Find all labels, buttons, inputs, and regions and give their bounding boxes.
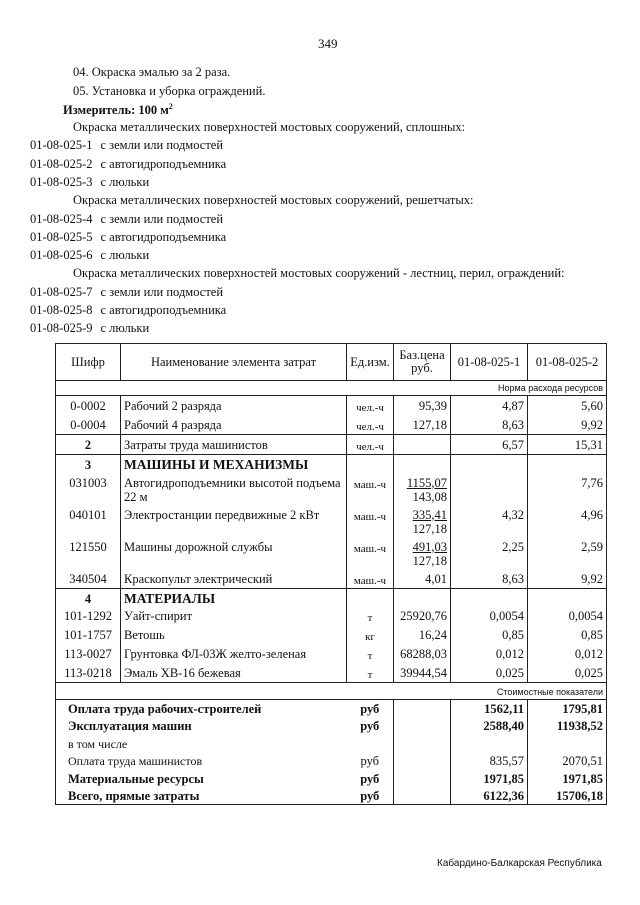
price-value: 68288,03 [400, 647, 447, 661]
row-value-1: 0,012 [451, 644, 528, 663]
row-value-2: 5,60 [528, 396, 607, 416]
price-value: 16,24 [418, 628, 447, 642]
row-value-2: 2,59 [528, 537, 607, 569]
total-value-1: 2588,40 [451, 717, 528, 735]
price-value: 95,39 [418, 399, 447, 413]
row-unit: чел.-ч [347, 415, 394, 435]
row-code: 113-0027 [56, 644, 121, 663]
total-name: Эксплуатация машин [56, 717, 347, 735]
row-value-1: 0,0054 [451, 606, 528, 625]
total-unit [347, 735, 394, 753]
row-value-2: 0,85 [528, 625, 607, 644]
row-value-2: 15,31 [528, 435, 607, 455]
total-price-empty [394, 700, 451, 718]
work-code: 01-08-025-2 [30, 156, 93, 171]
total-value-2: 2070,51 [528, 752, 607, 770]
row-code: 2 [56, 435, 121, 455]
total-value-1 [451, 735, 528, 753]
row-price [394, 455, 451, 473]
row-price [394, 663, 451, 683]
row-code: 4 [56, 588, 121, 606]
total-price-empty [394, 770, 451, 788]
row-unit: маш.-ч [347, 569, 394, 589]
page-number: 349 [318, 36, 338, 51]
row-name: Рабочий 2 разряда [121, 396, 347, 416]
resource-table [55, 343, 607, 805]
row-value-1: 4,87 [451, 396, 528, 416]
work-text: с автогидроподъемника [100, 303, 227, 317]
total-row [56, 717, 607, 735]
work-item [30, 321, 149, 336]
work-text: с автогидроподъемника [100, 156, 227, 171]
row-code: 031003 [56, 473, 121, 505]
row-price [394, 435, 451, 455]
total-price-empty [394, 752, 451, 770]
row-unit: чел.-ч [347, 396, 394, 416]
row-unit: т [347, 644, 394, 663]
row-code: 340504 [56, 569, 121, 589]
price-value: 4,01 [425, 571, 447, 586]
row-value-1: 8,63 [451, 569, 528, 589]
work-code: 01-08-025-8 [30, 303, 93, 317]
row-value-1 [451, 588, 528, 606]
row-name: Рабочий 4 разряда [121, 415, 347, 435]
row-unit: т [347, 606, 394, 625]
total-unit: руб [347, 770, 394, 788]
row-name: Машины дорожной службы [121, 537, 347, 569]
table-row [56, 588, 607, 606]
total-unit: руб [347, 717, 394, 735]
norm-label: Норма расхода ресурсов [56, 381, 607, 396]
total-value-2 [528, 735, 607, 753]
price-value: 127,18 [412, 418, 447, 432]
row-value-2: 0,0054 [528, 606, 607, 625]
total-name: Материальные ресурсы [56, 770, 347, 788]
table-row [56, 473, 607, 505]
row-value-1: 0,025 [451, 663, 528, 683]
row-value-2: 0,012 [528, 644, 607, 663]
row-price [394, 569, 451, 589]
work-text: с люльки [100, 321, 150, 336]
work-text: с автогидроподъемника [100, 229, 227, 244]
header-cell: Шифр [56, 344, 121, 381]
row-unit: т [347, 663, 394, 683]
total-row [56, 770, 607, 788]
total-value-2: 15706,18 [528, 787, 607, 805]
row-price [394, 415, 451, 435]
work-item [30, 285, 223, 300]
row-unit [347, 588, 394, 606]
row-value-1: 4,32 [451, 505, 528, 537]
norm-row [56, 381, 607, 396]
table-row [56, 606, 607, 625]
row-code: 113-0218 [56, 663, 121, 683]
work-code: 01-08-025-7 [30, 284, 93, 299]
table-row [56, 569, 607, 589]
row-unit: маш.-ч [347, 537, 394, 569]
table-row [56, 505, 607, 537]
price-value: 39944,54 [400, 666, 447, 680]
work-item [30, 230, 226, 245]
step-05: 05. Установка и уборка ограждений. [73, 84, 266, 98]
row-unit [347, 455, 394, 473]
row-code: 3 [56, 455, 121, 473]
total-unit: руб [347, 787, 394, 805]
work-code: 01-08-025-5 [30, 229, 93, 244]
row-unit: кг [347, 625, 394, 644]
total-price-empty [394, 735, 451, 753]
row-unit: маш.-ч [347, 473, 394, 505]
group-title: Окраска металлических поверхностей мостовых сооружений, сплошных: [73, 120, 466, 134]
work-item [30, 175, 149, 190]
total-row [56, 700, 607, 718]
total-price-empty [394, 787, 451, 805]
meter-sup: 2 [168, 102, 173, 111]
row-name: МАТЕРИАЛЫ [121, 588, 347, 606]
table-row [56, 625, 607, 644]
row-price [394, 473, 451, 505]
row-value-2: 7,76 [528, 473, 607, 505]
work-item [30, 303, 226, 318]
row-price [394, 505, 451, 537]
price-labor: 143,08 [412, 489, 447, 504]
row-unit: чел.-ч [347, 435, 394, 455]
row-unit: маш.-ч [347, 505, 394, 537]
work-code: 01-08-025-4 [30, 211, 93, 226]
row-code: 040101 [56, 505, 121, 537]
row-code: 101-1757 [56, 625, 121, 644]
work-item [30, 138, 223, 153]
row-name: Электростанции передвижные 2 кВт [121, 505, 347, 537]
row-price [394, 396, 451, 416]
price-labor: 127,18 [412, 553, 447, 568]
total-row [56, 752, 607, 770]
header-cell: Наименование элемента затрат [121, 344, 347, 381]
table-row [56, 537, 607, 569]
total-value-1: 6122,36 [451, 787, 528, 805]
total-name: Всего, прямые затраты [56, 787, 347, 805]
total-row [56, 787, 607, 805]
header-cell: 01-08-025-1 [451, 344, 528, 381]
header-cell: Ед.изм. [347, 344, 394, 381]
row-name: Уайт-спирит [121, 606, 347, 625]
row-value-2: 9,92 [528, 569, 607, 589]
total-value-2: 11938,52 [528, 717, 607, 735]
table-row [56, 455, 607, 473]
row-name: Затраты труда машинистов [121, 435, 347, 455]
total-value-2: 1795,81 [528, 700, 607, 718]
work-text: с люльки [100, 174, 150, 189]
row-value-1 [451, 473, 528, 505]
row-name: Автогидроподъемники высотой подъема 22 м [121, 473, 347, 505]
header-cell: 01-08-025-2 [528, 344, 607, 381]
work-item [30, 248, 149, 263]
total-value-1: 1971,85 [451, 770, 528, 788]
work-text: с люльки [100, 248, 150, 263]
price-value: 25920,76 [400, 609, 447, 623]
row-name: МАШИНЫ И МЕХАНИЗМЫ [121, 455, 347, 473]
row-value-1: 2,25 [451, 537, 528, 569]
table-row [56, 663, 607, 683]
price-machine: 491,03 [412, 539, 447, 554]
total-name: Оплата труда машинистов [56, 752, 347, 770]
row-name: Грунтовка ФЛ-03Ж желто-зеленая [121, 644, 347, 663]
step-04: 04. Окраска эмалью за 2 раза. [73, 65, 231, 79]
work-text: с земли или подмостей [100, 211, 224, 226]
work-code: 01-08-025-6 [30, 248, 93, 263]
total-name: Оплата труда рабочих-строителей [56, 700, 347, 718]
total-price-empty [394, 717, 451, 735]
group-title: Окраска металлических поверхностей мостовых сооружений, решетчатых: [73, 193, 474, 208]
work-code: 01-08-025-3 [30, 174, 93, 189]
row-value-2 [528, 455, 607, 473]
table-row [56, 415, 607, 435]
row-value-2: 9,92 [528, 415, 607, 435]
row-value-2 [528, 588, 607, 606]
total-value-2: 1971,85 [528, 770, 607, 788]
row-name: Краскопульт электрический [121, 569, 347, 589]
table-row [56, 435, 607, 455]
work-code: 01-08-025-1 [30, 138, 93, 153]
total-unit: руб [347, 700, 394, 718]
total-unit: руб [347, 752, 394, 770]
work-text: с земли или подмостей [100, 138, 224, 153]
row-value-1: 8,63 [451, 415, 528, 435]
price-machine: 335,41 [412, 507, 447, 522]
row-value-2: 0,025 [528, 663, 607, 683]
total-row [56, 735, 607, 753]
row-value-1: 6,57 [451, 435, 528, 455]
footer-region: Кабардино-Балкарская Республика [437, 858, 602, 869]
total-name: в том числе [56, 735, 347, 753]
table-row [56, 396, 607, 416]
meter-text: Измеритель: 100 м [63, 103, 169, 118]
work-code: 01-08-025-9 [30, 321, 93, 336]
total-value-1: 835,57 [451, 752, 528, 770]
row-price [394, 537, 451, 569]
row-price [394, 625, 451, 644]
row-value-1 [451, 455, 528, 473]
table-header [56, 344, 607, 381]
row-price [394, 588, 451, 606]
row-code: 0-0002 [56, 396, 121, 416]
meter-label [63, 102, 173, 118]
cost-label: Стоимостные показатели [56, 683, 607, 700]
total-value-1: 1562,11 [451, 700, 528, 718]
row-code: 121550 [56, 537, 121, 569]
price-labor: 127,18 [412, 521, 447, 536]
work-item [30, 212, 223, 227]
row-code: 101-1292 [56, 606, 121, 625]
work-text: с земли или подмостей [100, 284, 224, 299]
row-name: Ветошь [121, 625, 347, 644]
group-title: Окраска металлических поверхностей мостовых сооружений - лестниц, перил, ограждений: [73, 266, 565, 281]
row-price [394, 644, 451, 663]
price-machine: 1155,07 [406, 475, 447, 490]
cost-row [56, 683, 607, 700]
row-value-2: 4,96 [528, 505, 607, 537]
row-name: Эмаль ХВ-16 бежевая [121, 663, 347, 683]
work-item [30, 157, 226, 172]
row-price [394, 606, 451, 625]
table-row [56, 644, 607, 663]
header-cell: Баз.цена руб. [394, 344, 451, 381]
row-value-1: 0,85 [451, 625, 528, 644]
row-code: 0-0004 [56, 415, 121, 435]
